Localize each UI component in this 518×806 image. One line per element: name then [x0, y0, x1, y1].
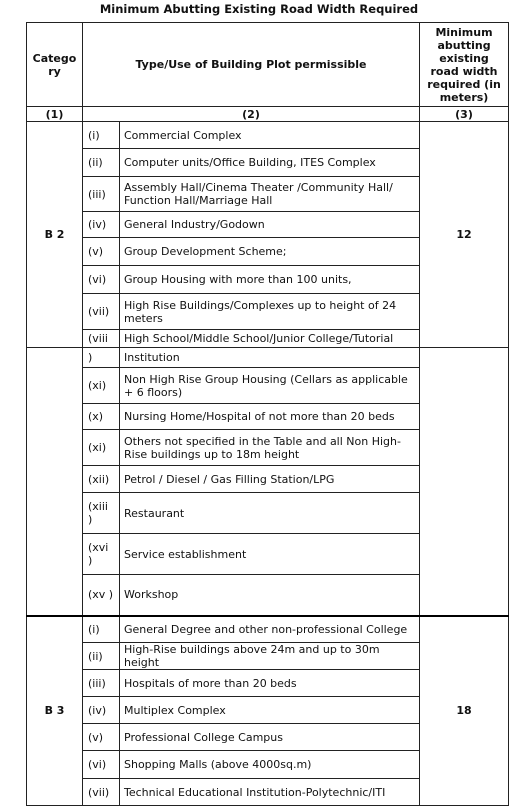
row-type: Workshop — [120, 575, 420, 616]
row-number: (iv) — [83, 212, 120, 238]
row-number: (i) — [83, 122, 120, 149]
row-type: Nursing Home/Hospital of not more than 20 beds — [120, 404, 420, 430]
row-type: General Degree and other non-professional College — [120, 616, 420, 643]
row-number: (i) — [83, 616, 120, 643]
table-row — [27, 122, 509, 149]
row-number: (viii — [83, 330, 120, 348]
row-type: Assembly Hall/Cinema Theater /Community Hall/ Function Hall/Marriage Hall — [120, 177, 420, 212]
row-type: Shopping Malls (above 4000sq.m) — [120, 751, 420, 779]
row-type: Group Housing with more than 100 units, — [120, 266, 420, 294]
subheader-col-3: (3) — [420, 107, 509, 122]
row-type: Hospitals of more than 20 beds — [120, 670, 420, 697]
subheader-col-2: (2) — [83, 107, 420, 122]
row-number: (vii) — [83, 779, 120, 806]
row-number: (xvi ) — [83, 534, 120, 575]
category-b2: B 2 — [27, 122, 83, 348]
page-title: Minimum Abutting Existing Road Width Required — [99, 2, 419, 16]
row-number: (xiii ) — [83, 493, 120, 534]
header-road-width: Minimum abutting existing road width required (in meters) — [420, 23, 509, 107]
road-width-b3: 18 — [420, 616, 509, 806]
row-type: Others not specified in the Table and all Non High-Rise buildings up to 18m height — [120, 430, 420, 466]
row-type: Technical Educational Institution-Polytechnic/ITI — [120, 779, 420, 806]
row-number: (v) — [83, 238, 120, 266]
row-number: (iii) — [83, 177, 120, 212]
row-type: Restaurant — [120, 493, 420, 534]
row-type: Non High Rise Group Housing (Cellars as applicable + 6 floors) — [120, 368, 420, 404]
row-number: (xv ) — [83, 575, 120, 616]
row-number: (vi) — [83, 751, 120, 779]
row-number: (ii) — [83, 643, 120, 670]
row-number: (vii) — [83, 294, 120, 330]
row-type: Institution — [120, 348, 420, 368]
row-number: (xi) — [83, 368, 120, 404]
row-number: (iii) — [83, 670, 120, 697]
row-number: (ii) — [83, 149, 120, 177]
row-type: Group Development Scheme; — [120, 238, 420, 266]
row-type: High School/Middle School/Junior College/Tutorial — [120, 330, 420, 348]
row-number: (iv) — [83, 697, 120, 724]
header-row — [27, 23, 509, 107]
table-row — [27, 348, 509, 368]
header-type: Type/Use of Building Plot permissible — [83, 23, 420, 107]
table-row — [27, 616, 509, 643]
row-number: (v) — [83, 724, 120, 751]
row-type: Commercial Complex — [120, 122, 420, 149]
row-type: Professional College Campus — [120, 724, 420, 751]
road-width-table — [26, 22, 509, 806]
subheader-row — [27, 107, 509, 122]
row-type: General Industry/Godown — [120, 212, 420, 238]
row-type: Petrol / Diesel / Gas Filling Station/LPG — [120, 466, 420, 493]
road-width-blank — [420, 348, 509, 616]
row-type: Multiplex Complex — [120, 697, 420, 724]
road-width-b2: 12 — [420, 122, 509, 348]
category-b3: B 3 — [27, 616, 83, 806]
header-category: Catego ry — [27, 23, 83, 107]
subheader-col-1: (1) — [27, 107, 83, 122]
row-number: (x) — [83, 404, 120, 430]
row-type: Computer units/Office Building, ITES Complex — [120, 149, 420, 177]
category-blank — [27, 348, 83, 616]
row-number: (vi) — [83, 266, 120, 294]
row-type: Service establishment — [120, 534, 420, 575]
row-type: High-Rise buildings above 24m and up to 30m height — [120, 643, 420, 670]
row-number: (xi) — [83, 430, 120, 466]
row-number: (xii) — [83, 466, 120, 493]
row-type: High Rise Buildings/Complexes up to height of 24 meters — [120, 294, 420, 330]
row-number: ) — [83, 348, 120, 368]
